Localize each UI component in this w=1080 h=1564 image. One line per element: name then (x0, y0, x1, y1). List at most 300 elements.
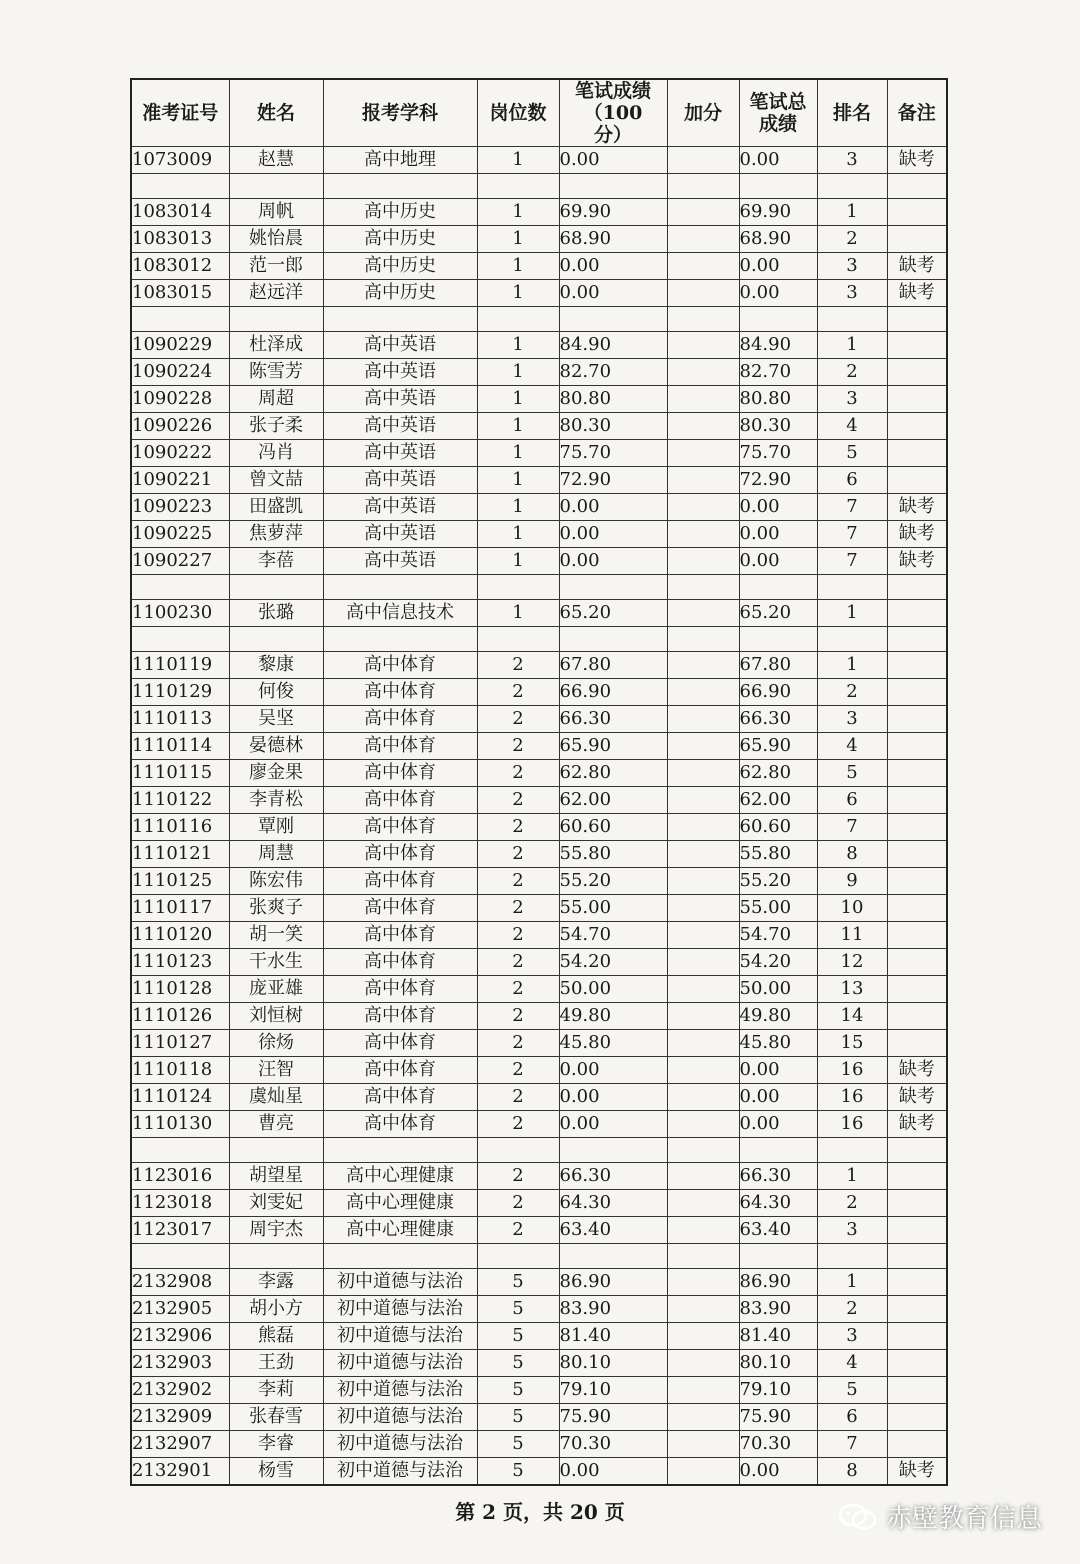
posts-cell: 1 (477, 226, 559, 253)
remark-cell: 缺考 (887, 1057, 947, 1084)
name-cell: 虞灿星 (229, 1084, 323, 1111)
posts-cell: 1 (477, 147, 559, 174)
posts-cell: 2 (477, 895, 559, 922)
table-row (131, 949, 947, 976)
table-row (131, 467, 947, 494)
score-cell: 65.90 (559, 733, 667, 760)
total-score-cell: 80.30 (739, 413, 817, 440)
score-cell: 80.30 (559, 413, 667, 440)
subject-cell: 高中英语 (323, 332, 477, 359)
name-cell: 胡一笑 (229, 922, 323, 949)
empty-cell (817, 174, 887, 199)
bonus-cell (667, 467, 739, 494)
score-cell: 62.00 (559, 787, 667, 814)
subject-cell: 初中道德与法治 (323, 1350, 477, 1377)
total-score-cell: 50.00 (739, 976, 817, 1003)
bonus-cell (667, 1111, 739, 1138)
score-cell: 0.00 (559, 1084, 667, 1111)
remark-cell: 缺考 (887, 521, 947, 548)
bonus-cell (667, 1377, 739, 1404)
remark-cell (887, 1030, 947, 1057)
bonus-cell (667, 147, 739, 174)
bonus-cell (667, 679, 739, 706)
score-cell: 60.60 (559, 814, 667, 841)
exam-id-cell: 1090224 (131, 359, 229, 386)
posts-cell: 2 (477, 706, 559, 733)
bonus-cell (667, 253, 739, 280)
table-row (131, 600, 947, 627)
empty-cell (477, 627, 559, 652)
table-row (131, 1030, 947, 1057)
table-row (131, 147, 947, 174)
empty-cell (323, 1138, 477, 1163)
score-cell: 62.80 (559, 760, 667, 787)
name-cell: 曾文喆 (229, 467, 323, 494)
empty-cell (559, 1244, 667, 1269)
exam-id-cell: 1083013 (131, 226, 229, 253)
subject-cell: 高中历史 (323, 253, 477, 280)
score-cell: 0.00 (559, 1458, 667, 1486)
bonus-cell (667, 814, 739, 841)
table-header-row (131, 79, 947, 147)
table-row (131, 1111, 947, 1138)
bonus-cell (667, 199, 739, 226)
rank-cell: 1 (817, 1163, 887, 1190)
rank-cell: 7 (817, 548, 887, 575)
table-row (131, 1404, 947, 1431)
subject-cell: 高中地理 (323, 147, 477, 174)
name-cell: 张春雪 (229, 1404, 323, 1431)
total-score-cell: 68.90 (739, 226, 817, 253)
bonus-cell (667, 1431, 739, 1458)
total-score-cell: 0.00 (739, 253, 817, 280)
bonus-cell (667, 280, 739, 307)
score-cell: 66.90 (559, 679, 667, 706)
bonus-cell (667, 1296, 739, 1323)
bonus-cell (667, 548, 739, 575)
group-separator-row (131, 1138, 947, 1163)
bonus-cell (667, 386, 739, 413)
score-cell: 84.90 (559, 332, 667, 359)
table-row (131, 679, 947, 706)
remark-cell (887, 679, 947, 706)
exam-id-cell: 1110117 (131, 895, 229, 922)
empty-cell (131, 627, 229, 652)
bonus-cell (667, 413, 739, 440)
score-cell: 55.80 (559, 841, 667, 868)
total-score-cell: 55.80 (739, 841, 817, 868)
empty-cell (817, 307, 887, 332)
exam-id-cell: 1110130 (131, 1111, 229, 1138)
subject-cell: 初中道德与法治 (323, 1323, 477, 1350)
subject-cell: 初中道德与法治 (323, 1269, 477, 1296)
total-score-cell: 70.30 (739, 1431, 817, 1458)
rank-cell: 2 (817, 679, 887, 706)
empty-cell (667, 575, 739, 600)
posts-cell: 5 (477, 1296, 559, 1323)
subject-cell: 高中体育 (323, 814, 477, 841)
exam-id-cell: 1110121 (131, 841, 229, 868)
table-row (131, 386, 947, 413)
score-cell: 0.00 (559, 521, 667, 548)
bonus-cell (667, 787, 739, 814)
table-body (131, 147, 947, 1486)
rank-cell: 4 (817, 413, 887, 440)
rank-cell: 1 (817, 600, 887, 627)
bonus-cell (667, 1057, 739, 1084)
name-cell: 张璐 (229, 600, 323, 627)
table-row (131, 1190, 947, 1217)
empty-cell (131, 174, 229, 199)
total-score-cell: 65.20 (739, 600, 817, 627)
score-cell: 69.90 (559, 199, 667, 226)
empty-cell (739, 1244, 817, 1269)
rank-cell: 4 (817, 733, 887, 760)
table-row (131, 1323, 947, 1350)
exam-id-cell: 1090222 (131, 440, 229, 467)
posts-cell: 2 (477, 679, 559, 706)
rank-cell: 3 (817, 706, 887, 733)
total-score-cell: 72.90 (739, 467, 817, 494)
remark-cell (887, 787, 947, 814)
total-score-cell: 63.40 (739, 1217, 817, 1244)
rank-cell: 11 (817, 922, 887, 949)
exam-id-cell: 2132903 (131, 1350, 229, 1377)
posts-cell: 1 (477, 440, 559, 467)
empty-cell (229, 174, 323, 199)
bonus-cell (667, 895, 739, 922)
total-score-cell: 0.00 (739, 494, 817, 521)
exam-id-cell: 1110127 (131, 1030, 229, 1057)
total-score-cell: 0.00 (739, 1057, 817, 1084)
name-cell: 吴坚 (229, 706, 323, 733)
rank-cell: 3 (817, 1323, 887, 1350)
subject-cell: 高中信息技术 (323, 600, 477, 627)
exam-id-cell: 2132902 (131, 1377, 229, 1404)
table-row (131, 1350, 947, 1377)
table-row (131, 494, 947, 521)
remark-cell (887, 1377, 947, 1404)
subject-cell: 高中体育 (323, 922, 477, 949)
posts-cell: 2 (477, 1217, 559, 1244)
name-cell: 赵远洋 (229, 280, 323, 307)
name-cell: 庞亚雄 (229, 976, 323, 1003)
subject-cell: 高中体育 (323, 706, 477, 733)
posts-cell: 2 (477, 976, 559, 1003)
score-cell: 63.40 (559, 1217, 667, 1244)
total-score-cell: 66.30 (739, 1163, 817, 1190)
posts-cell: 1 (477, 253, 559, 280)
total-score-cell: 79.10 (739, 1377, 817, 1404)
empty-cell (131, 575, 229, 600)
empty-cell (229, 307, 323, 332)
name-cell: 晏德林 (229, 733, 323, 760)
total-score-cell: 0.00 (739, 1458, 817, 1486)
remark-cell (887, 1269, 947, 1296)
score-cell: 0.00 (559, 253, 667, 280)
score-cell: 50.00 (559, 976, 667, 1003)
table-row (131, 440, 947, 467)
name-cell: 李睿 (229, 1431, 323, 1458)
subject-cell: 高中体育 (323, 976, 477, 1003)
bonus-cell (667, 868, 739, 895)
posts-cell: 5 (477, 1458, 559, 1486)
exam-id-cell: 2132908 (131, 1269, 229, 1296)
bonus-cell (667, 494, 739, 521)
name-cell: 姚怡晨 (229, 226, 323, 253)
bonus-cell (667, 1404, 739, 1431)
name-cell: 范一郎 (229, 253, 323, 280)
total-score-cell: 82.70 (739, 359, 817, 386)
exam-id-cell: 2132901 (131, 1458, 229, 1486)
remark-cell (887, 895, 947, 922)
exam-id-cell: 1090228 (131, 386, 229, 413)
posts-cell: 2 (477, 1111, 559, 1138)
posts-cell: 1 (477, 413, 559, 440)
remark-cell: 缺考 (887, 1111, 947, 1138)
exam-id-cell: 1123018 (131, 1190, 229, 1217)
score-cell: 75.90 (559, 1404, 667, 1431)
table-row (131, 760, 947, 787)
rank-cell: 1 (817, 199, 887, 226)
posts-cell: 1 (477, 521, 559, 548)
posts-cell: 1 (477, 280, 559, 307)
total-score-cell: 0.00 (739, 147, 817, 174)
bonus-cell (667, 841, 739, 868)
exam-id-cell: 1110119 (131, 652, 229, 679)
rank-cell: 1 (817, 1269, 887, 1296)
remark-cell (887, 1404, 947, 1431)
bonus-cell (667, 733, 739, 760)
exam-id-cell: 1090221 (131, 467, 229, 494)
exam-id-cell: 1110114 (131, 733, 229, 760)
exam-id-cell: 1110128 (131, 976, 229, 1003)
exam-id-cell: 1083015 (131, 280, 229, 307)
rank-cell: 9 (817, 868, 887, 895)
posts-cell: 2 (477, 922, 559, 949)
bonus-cell (667, 976, 739, 1003)
group-separator-row (131, 575, 947, 600)
remark-cell (887, 733, 947, 760)
bonus-cell (667, 1030, 739, 1057)
bonus-cell (667, 332, 739, 359)
bonus-cell (667, 1217, 739, 1244)
watermark (838, 1498, 1042, 1535)
exam-id-cell: 2132905 (131, 1296, 229, 1323)
subject-cell: 高中体育 (323, 679, 477, 706)
posts-cell: 2 (477, 814, 559, 841)
rank-cell: 4 (817, 1350, 887, 1377)
posts-cell: 5 (477, 1404, 559, 1431)
bonus-cell (667, 359, 739, 386)
empty-cell (817, 1244, 887, 1269)
posts-cell: 1 (477, 600, 559, 627)
score-table (130, 78, 948, 1486)
remark-cell (887, 1350, 947, 1377)
remark-cell (887, 760, 947, 787)
name-cell: 胡望星 (229, 1163, 323, 1190)
rank-cell: 7 (817, 521, 887, 548)
rank-cell: 5 (817, 440, 887, 467)
bonus-cell (667, 760, 739, 787)
remark-cell: 缺考 (887, 494, 947, 521)
posts-cell: 2 (477, 652, 559, 679)
remark-cell (887, 814, 947, 841)
total-score-cell: 64.30 (739, 1190, 817, 1217)
remark-cell (887, 1323, 947, 1350)
table-row (131, 1269, 947, 1296)
score-cell: 64.30 (559, 1190, 667, 1217)
bonus-cell (667, 1458, 739, 1486)
exam-id-cell: 1110115 (131, 760, 229, 787)
table-row (131, 548, 947, 575)
subject-cell: 初中道德与法治 (323, 1404, 477, 1431)
empty-cell (559, 174, 667, 199)
name-cell: 杜泽成 (229, 332, 323, 359)
empty-cell (739, 627, 817, 652)
bonus-cell (667, 440, 739, 467)
empty-cell (739, 307, 817, 332)
bonus-cell (667, 1190, 739, 1217)
page-number: 第 2 页，共 20 页 (455, 1500, 625, 1524)
remark-cell (887, 1003, 947, 1030)
bonus-cell (667, 1323, 739, 1350)
remark-cell: 缺考 (887, 1084, 947, 1111)
rank-cell: 6 (817, 787, 887, 814)
subject-cell: 高中体育 (323, 949, 477, 976)
table-row (131, 413, 947, 440)
exam-id-cell: 1073009 (131, 147, 229, 174)
name-cell: 汪智 (229, 1057, 323, 1084)
remark-cell (887, 226, 947, 253)
posts-cell: 2 (477, 868, 559, 895)
subject-cell: 高中英语 (323, 413, 477, 440)
empty-cell (559, 627, 667, 652)
bonus-cell (667, 1084, 739, 1111)
name-cell: 田盛凯 (229, 494, 323, 521)
empty-cell (667, 174, 739, 199)
empty-cell (559, 307, 667, 332)
remark-cell (887, 467, 947, 494)
exam-id-cell: 1110113 (131, 706, 229, 733)
rank-cell: 2 (817, 226, 887, 253)
score-cell: 0.00 (559, 280, 667, 307)
group-separator-row (131, 627, 947, 652)
remark-cell: 缺考 (887, 253, 947, 280)
subject-cell: 高中心理健康 (323, 1163, 477, 1190)
group-separator-row (131, 174, 947, 199)
posts-cell: 1 (477, 494, 559, 521)
subject-cell: 高中心理健康 (323, 1190, 477, 1217)
empty-cell (887, 1138, 947, 1163)
score-cell: 81.40 (559, 1323, 667, 1350)
posts-cell: 1 (477, 548, 559, 575)
empty-cell (667, 1138, 739, 1163)
score-cell: 0.00 (559, 147, 667, 174)
total-score-cell: 49.80 (739, 1003, 817, 1030)
bonus-cell (667, 706, 739, 733)
total-score-cell: 55.20 (739, 868, 817, 895)
empty-cell (477, 575, 559, 600)
total-score-cell: 81.40 (739, 1323, 817, 1350)
remark-cell (887, 706, 947, 733)
empty-cell (887, 174, 947, 199)
score-cell: 55.20 (559, 868, 667, 895)
posts-cell: 5 (477, 1377, 559, 1404)
remark-cell (887, 386, 947, 413)
table-row (131, 787, 947, 814)
subject-cell: 高中体育 (323, 1084, 477, 1111)
exam-id-cell: 1083014 (131, 199, 229, 226)
subject-cell: 高中体育 (323, 787, 477, 814)
posts-cell: 2 (477, 1084, 559, 1111)
exam-id-cell: 1110129 (131, 679, 229, 706)
subject-cell: 高中英语 (323, 359, 477, 386)
total-score-cell: 54.70 (739, 922, 817, 949)
name-cell: 干水生 (229, 949, 323, 976)
rank-cell: 1 (817, 332, 887, 359)
table-row (131, 521, 947, 548)
rank-cell: 3 (817, 280, 887, 307)
bonus-cell (667, 1350, 739, 1377)
rank-cell: 14 (817, 1003, 887, 1030)
header-rank: 排名 (817, 79, 887, 147)
total-score-cell: 80.10 (739, 1350, 817, 1377)
posts-cell: 2 (477, 841, 559, 868)
table-row (131, 1217, 947, 1244)
empty-cell (229, 627, 323, 652)
name-cell: 李蓓 (229, 548, 323, 575)
total-score-cell: 54.20 (739, 949, 817, 976)
remark-cell (887, 922, 947, 949)
name-cell: 杨雪 (229, 1458, 323, 1486)
exam-id-cell: 1110126 (131, 1003, 229, 1030)
bonus-cell (667, 1163, 739, 1190)
rank-cell: 6 (817, 1404, 887, 1431)
posts-cell: 1 (477, 199, 559, 226)
score-cell: 80.80 (559, 386, 667, 413)
posts-cell: 2 (477, 1003, 559, 1030)
posts-cell: 1 (477, 467, 559, 494)
name-cell: 廖金果 (229, 760, 323, 787)
empty-cell (323, 307, 477, 332)
subject-cell: 初中道德与法治 (323, 1377, 477, 1404)
rank-cell: 8 (817, 1458, 887, 1486)
table-row (131, 1003, 947, 1030)
empty-cell (131, 307, 229, 332)
empty-cell (323, 627, 477, 652)
subject-cell: 高中体育 (323, 1057, 477, 1084)
table-row (131, 895, 947, 922)
posts-cell: 2 (477, 1190, 559, 1217)
table-row (131, 253, 947, 280)
posts-cell: 5 (477, 1323, 559, 1350)
posts-cell: 2 (477, 733, 559, 760)
posts-cell: 1 (477, 332, 559, 359)
subject-cell: 高中体育 (323, 1003, 477, 1030)
score-cell: 86.90 (559, 1269, 667, 1296)
empty-cell (559, 575, 667, 600)
remark-cell (887, 413, 947, 440)
subject-cell: 高中体育 (323, 760, 477, 787)
remark-cell (887, 1217, 947, 1244)
posts-cell: 2 (477, 760, 559, 787)
rank-cell: 10 (817, 895, 887, 922)
subject-cell: 初中道德与法治 (323, 1296, 477, 1323)
name-cell: 刘雯妃 (229, 1190, 323, 1217)
total-score-cell: 66.30 (739, 706, 817, 733)
remark-cell (887, 199, 947, 226)
